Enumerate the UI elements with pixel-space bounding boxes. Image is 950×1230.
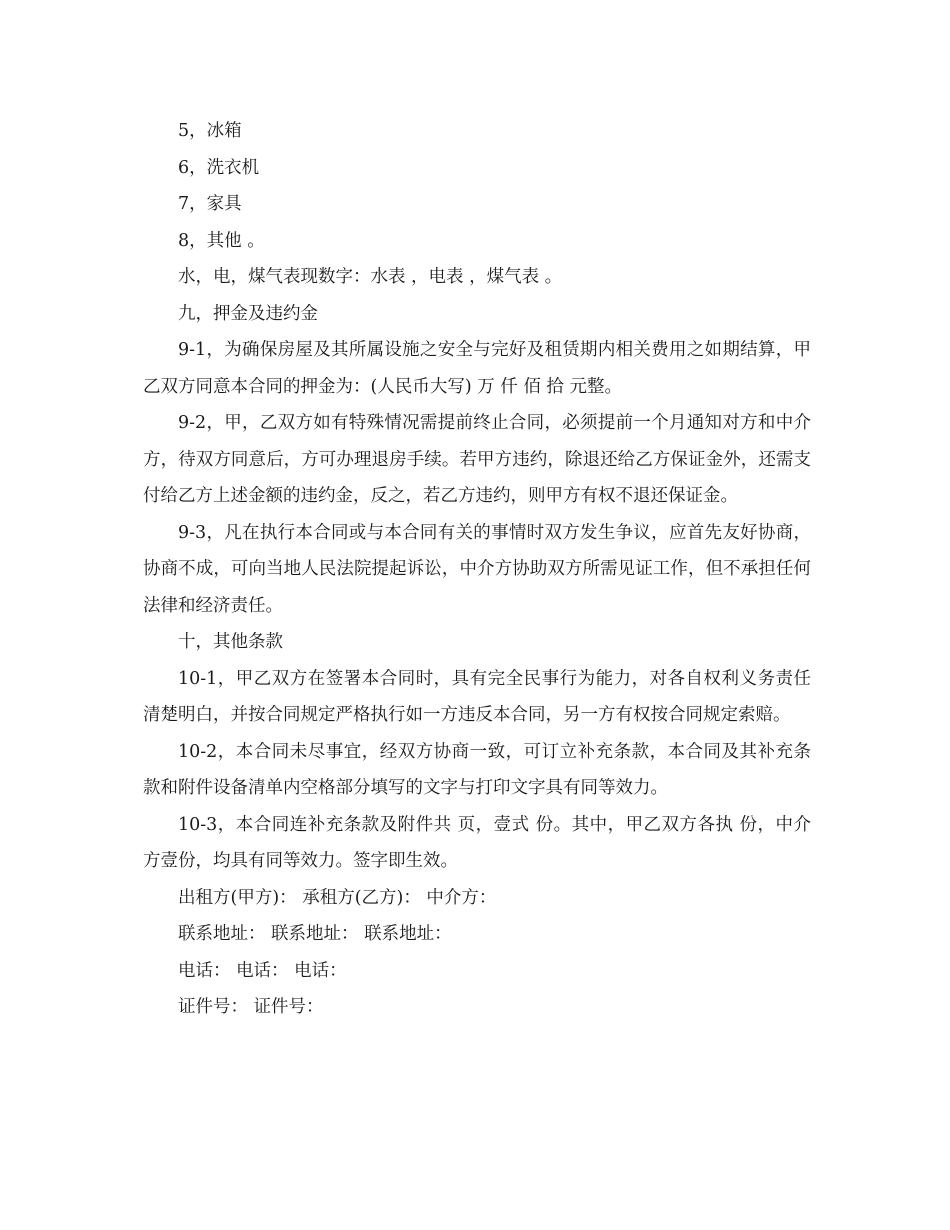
clause-10-3: 10-3，本合同连补充条款及附件共 页，壹式 份。其中，甲乙双方各执 份，中介方壹份，均具有同等效力。签字即生效。 bbox=[143, 814, 811, 871]
meter-readings: 水，电，煤气表现数字：水表 ，电表 ，煤气表 。 bbox=[178, 267, 563, 287]
clause-9-1: 9-1，为确保房屋及其所属设施之安全与完好及租赁期内相关费用之如期结算，甲乙双方同意本合同的押金为：(人民币大写) 万 仟 佰 拾 元整。 bbox=[143, 340, 811, 397]
clause-10-2: 10-2，本合同未尽事宜，经双方协商一致，可订立补充条款，本合同及其补充条款和附件设备清单内空格部分填写的文字与打印文字具有同等效力。 bbox=[143, 741, 811, 798]
section-heading-other-terms: 十，其他条款 bbox=[178, 632, 283, 652]
item-other: 8，其他 。 bbox=[178, 230, 265, 251]
document-body bbox=[143, 113, 811, 1026]
item-furniture: 7，家具 bbox=[178, 194, 242, 214]
item-refrigerator: 5，冰箱 bbox=[178, 121, 242, 141]
item-washing-machine: 6，洗衣机 bbox=[178, 157, 260, 178]
clause-10-1: 10-1，甲乙双方在签署本合同时，具有完全民事行为能力，对各自权利义务责任清楚明白，并按合同规定严格执行如一方违反本合同，另一方有权按合同规定索赔。 bbox=[143, 668, 811, 725]
signature-parties: 出租方(甲方)： 承租方(乙方)： 中介方： bbox=[178, 887, 497, 908]
clause-9-3: 9-3，凡在执行本合同或与本合同有关的事情时双方发生争议，应首先友好协商，协商不成，可向当地人民法院提起诉讼，中介方协助双方所需见证工作，但不承担任何法律和经济责任。 bbox=[143, 522, 811, 616]
clause-9-2: 9-2，甲，乙双方如有特殊情况需提前终止合同，必须提前一个月通知对方和中介方，待双方同意后，方可办理退房手续。若甲方违约，除退还给乙方保证金外，还需支付给乙方上述金额的违约金，反之，若乙方违约，则甲方有权不退还保证金。 bbox=[143, 413, 811, 506]
signature-phones: 电话： 电话： 电话： bbox=[178, 960, 347, 981]
signature-id-numbers: 证件号： 证件号： bbox=[178, 997, 324, 1017]
section-heading-deposit: 九，押金及违约金 bbox=[178, 303, 318, 324]
signature-addresses: 联系地址： 联系地址： 联系地址： bbox=[178, 924, 452, 944]
